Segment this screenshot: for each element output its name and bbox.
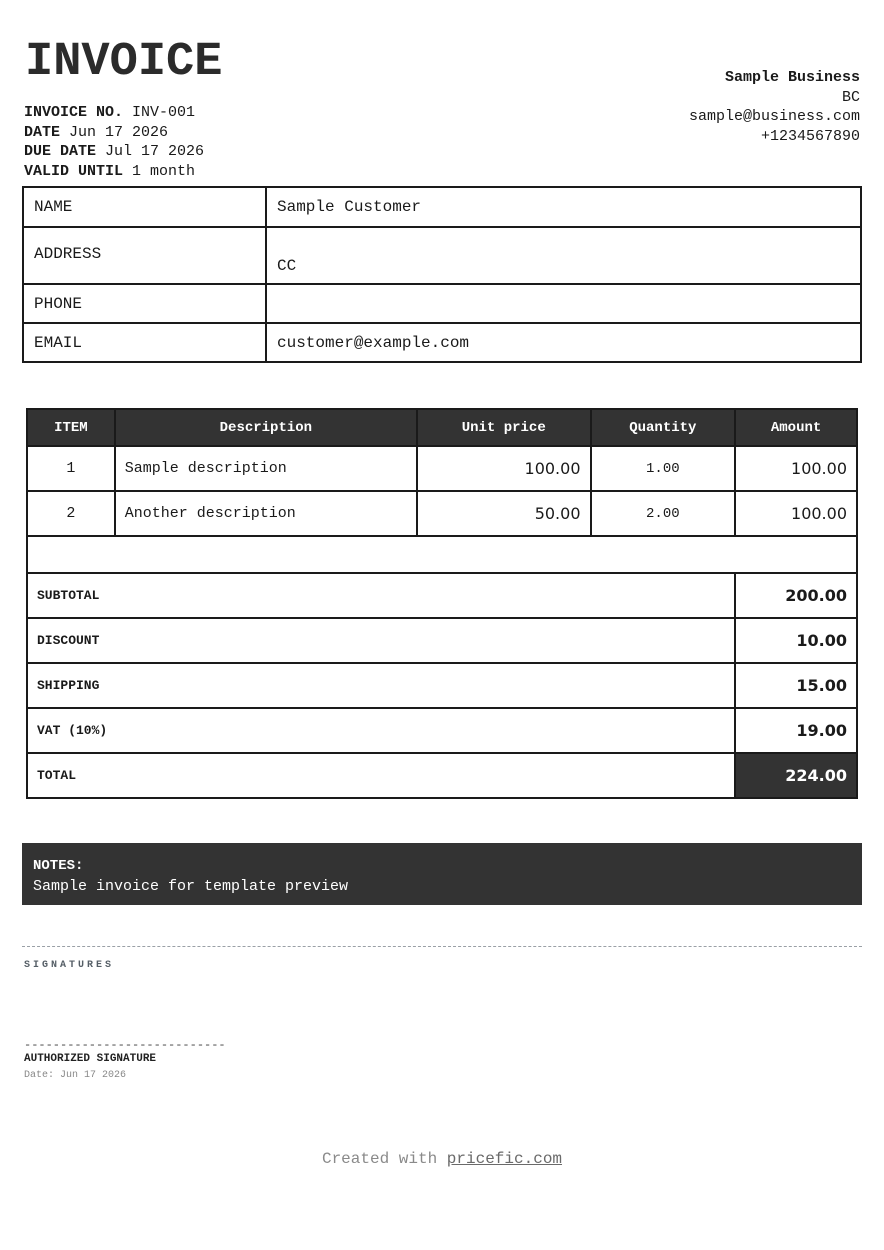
customer-table (22, 186, 862, 363)
notes-box (22, 843, 862, 905)
table-row (27, 446, 857, 491)
invoice-number-value: INV-001 (132, 104, 196, 121)
item-quantity: 2.00 (591, 491, 736, 536)
valid-until-label: VALID UNTIL (24, 162, 124, 180)
vat-value: 19.00 (735, 708, 857, 753)
items-table (26, 408, 858, 799)
item-unit-price: 100.00 (417, 446, 591, 491)
invoice-number-label: INVOICE NO. (24, 104, 124, 121)
due-date-row (24, 142, 204, 162)
customer-address-row (23, 227, 861, 284)
invoice-number-row (24, 103, 204, 123)
footer-link[interactable]: pricefic.com (446, 1150, 563, 1168)
business-email: sample@business.com (688, 108, 860, 125)
signatures-divider (22, 946, 862, 947)
header-amount: Amount (735, 409, 857, 446)
footer-prefix: Created with (321, 1150, 447, 1168)
discount-value: 10.00 (735, 618, 857, 663)
customer-name-value: Sample Customer (266, 187, 861, 227)
table-row (27, 491, 857, 536)
valid-until-value: 1 month (132, 162, 196, 180)
date-row (24, 123, 204, 143)
business-region: BC (841, 88, 860, 106)
item-unit-price: 50.00 (417, 491, 591, 536)
customer-email-row (23, 323, 861, 362)
vat-row (27, 708, 857, 753)
customer-name-row (23, 187, 861, 227)
invoice-meta (24, 103, 204, 181)
header-description: Description (115, 409, 417, 446)
discount-label: DISCOUNT (27, 618, 735, 663)
footer (0, 1150, 884, 1168)
spacer-row (27, 536, 857, 573)
shipping-row (27, 663, 857, 708)
header-item: ITEM (27, 409, 115, 446)
header-quantity: Quantity (591, 409, 736, 446)
item-amount: 100.00 (735, 491, 857, 536)
due-date-value: Jul 17 2026 (105, 143, 205, 160)
due-date-label: DUE DATE (24, 143, 97, 160)
business-info (689, 68, 860, 146)
vat-label: VAT (10%) (27, 708, 735, 753)
notes-label: NOTES: (33, 858, 84, 874)
business-name: Sample Business (724, 69, 860, 86)
date-label: DATE (24, 123, 61, 141)
header-unit-price: Unit price (417, 409, 591, 446)
subtotal-label: SUBTOTAL (27, 573, 735, 618)
signature-date: Date: Jun 17 2026 (24, 1070, 127, 1081)
customer-phone-value (266, 284, 861, 323)
total-label: TOTAL (27, 753, 735, 798)
valid-until-row (24, 162, 204, 182)
customer-email-label: EMAIL (23, 323, 266, 362)
customer-phone-label: PHONE (23, 284, 266, 323)
discount-row (27, 618, 857, 663)
total-row (27, 753, 857, 798)
subtotal-value: 200.00 (735, 573, 857, 618)
item-quantity: 1.00 (591, 446, 736, 491)
spacer-cell (27, 536, 857, 573)
items-header-row (27, 409, 857, 446)
customer-email-value: customer@example.com (266, 323, 861, 362)
item-description: Another description (115, 491, 417, 536)
customer-address-value: CC (266, 227, 861, 284)
shipping-label: SHIPPING (27, 663, 735, 708)
total-value: 224.00 (735, 753, 857, 798)
authorized-signature-label: AUTHORIZED SIGNATURE (24, 1053, 157, 1065)
item-amount: 100.00 (735, 446, 857, 491)
subtotal-row (27, 573, 857, 618)
item-description: Sample description (115, 446, 417, 491)
customer-phone-row (23, 284, 861, 323)
item-number: 2 (27, 491, 115, 536)
customer-address-label: ADDRESS (23, 227, 266, 284)
item-number: 1 (27, 446, 115, 491)
date-value: Jun 17 2026 (69, 123, 169, 141)
customer-name-label: NAME (23, 187, 266, 227)
invoice-title: INVOICE (25, 36, 223, 89)
shipping-value: 15.00 (735, 663, 857, 708)
notes-text: Sample invoice for template preview (33, 877, 349, 895)
signature-line: ---------------------------- (24, 1038, 226, 1052)
business-phone: +1234567890 (760, 127, 860, 145)
signatures-heading: SIGNATURES (24, 960, 115, 971)
